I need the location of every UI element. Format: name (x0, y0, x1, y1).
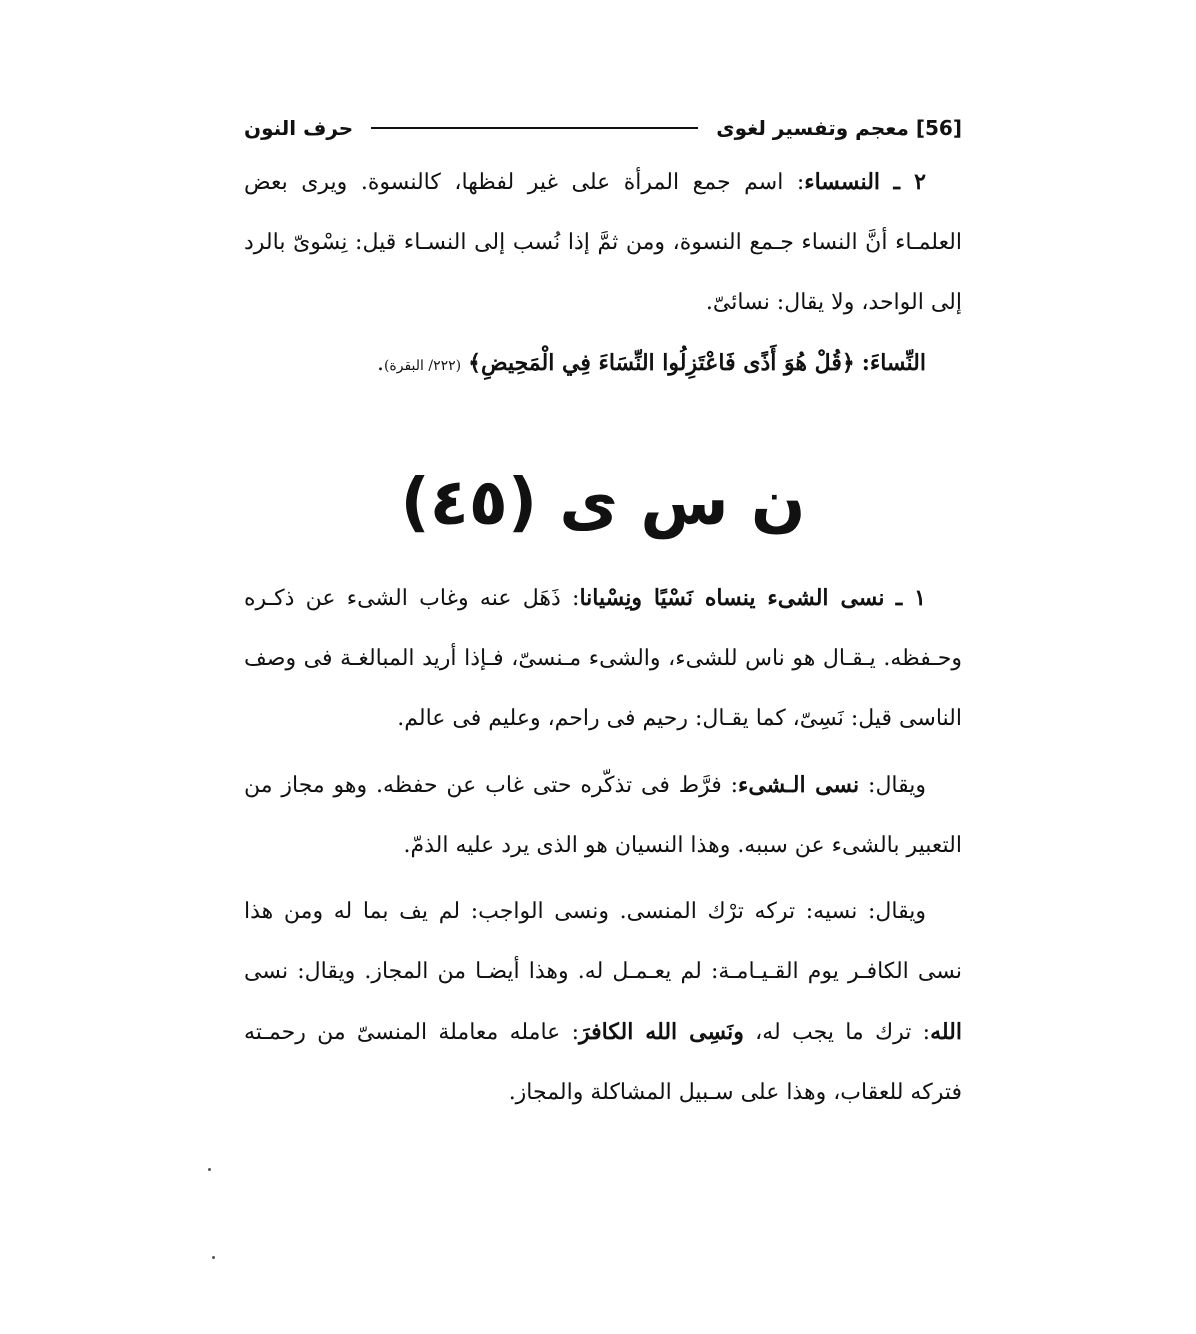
entry-text: : ذَهَل عنه وغاب الشىء عن ذكـره وحـفظه. يـقـال هو ناس للشىء، والشىء مـنسىّ، فـإذا أريد المبالغـة فى وصف الناسى قيل: نَسِىّ، كما يقـال: رحيم فى راحم، وعليم فى عالم. (244, 586, 962, 731)
quote-reference: (٢٢٢/ البقرة) (383, 358, 462, 374)
entry-paragraph-3 (244, 755, 962, 876)
entry-term: النسساء (804, 169, 881, 195)
entry-text-part-3: : عامله معاملة المنسىّ من رحمـته فتركه للعقاب، وهذا على سـبيل المشاكلة والمجاز. (244, 1020, 962, 1105)
quran-quote (244, 333, 962, 396)
quote-verse: ﴿قُلْ هُوَ أَذًى فَاعْتَزِلُوا النِّسَاءَ فِي الْمَحِيضِ﴾ (468, 350, 855, 376)
entry-text: : فرَّط فى تذكّره حتى غاب عن حفظه. وهو مجاز من التعبير بالشىء عن سببه. وهذا النسيان هو الذى يرد عليه الذمّ. (244, 773, 962, 858)
entry-term: نسى الشىء ينساه نَسْيًا ونِسْيانا (579, 585, 885, 611)
scan-speck (212, 1256, 215, 1259)
quote-end: . (376, 351, 384, 376)
entry-paragraph-2 (244, 568, 962, 749)
entry-paragraph-4 (244, 882, 962, 1123)
entry-term-1: الله (930, 1019, 962, 1045)
entry-term: نسى الـشىء (737, 772, 860, 798)
entry-paragraph-1 (244, 152, 962, 333)
entry-text-part-1: ويقال: نسيه: تركه ترْك المنسى. ونسى الواجب: لم يف بما له ومن هذا نسى الكافـر يوم القـيـامـة: لم يعـمـل له. وهذا أيضـا من المجاز. ويقال: نسى (244, 899, 962, 984)
root-heading: ن س ى (٤٥) (400, 466, 806, 540)
book-page (244, 110, 962, 1310)
header-chapter: حرف النون (244, 116, 354, 140)
entry-number: ١ ـ (895, 585, 926, 611)
entry-text-part-2: : ترك ما يجب له، (743, 1020, 931, 1045)
header-rule (371, 127, 698, 129)
header-page-title: [56] معجم وتفسير لغوى (716, 116, 962, 140)
scan-speck (208, 1168, 211, 1171)
entry-term-2: ونَسِى الله الكافرَ (579, 1019, 744, 1045)
entry-text: : اسم جمع المرأة على غير لفظها، كالنسوة. ويرى بعض العلمـاء أنَّ النساء جـمع النسوة، ومن ثمَّ إذا نُسب إلى النسـاء قيل: نِسْوىّ بالرد إلى الواحد، ولا يقال: نسائىّ. (244, 170, 962, 315)
entry-prefix: ويقال: (859, 773, 927, 798)
quote-term: النِّساءَ: (861, 350, 926, 376)
entry-number: ٢ ـ (893, 169, 926, 195)
running-header (244, 110, 962, 146)
